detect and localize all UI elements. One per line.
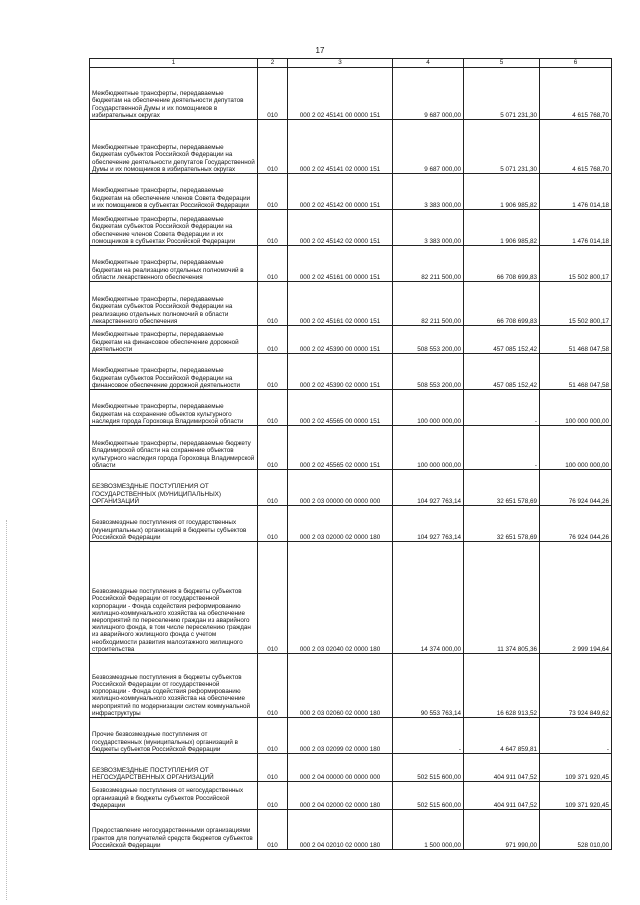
row-executed: 66 708 699,83 <box>464 246 540 282</box>
table-row <box>90 654 612 718</box>
row-executed: 404 911 047,52 <box>464 782 540 810</box>
row-unexecuted: 109 371 920,45 <box>540 754 612 782</box>
row-approved: 502 515 600,00 <box>393 782 464 810</box>
row-code: 010 <box>258 470 288 506</box>
table-row <box>90 810 612 850</box>
row-name: Безвозмездные поступления от государственных (муниципальных) организаций в бюджеты субъектов Российской Федерации <box>90 506 258 542</box>
row-approved: 3 383 000,00 <box>393 210 464 246</box>
row-code: 010 <box>258 810 288 850</box>
row-kbk: 000 2 03 02000 02 0000 180 <box>288 506 393 542</box>
row-name: Межбюджетные трансферты, передаваемые бюджету Владимирской области на сохранение объектов культурного наследия города Гороховца Владимирской области <box>90 426 258 470</box>
row-approved: - <box>393 718 464 754</box>
table-row <box>90 246 612 282</box>
row-name: Безвозмездные поступления в бюджеты субъектов Российской Федерации от государственной корпорации - Фонда содействия реформированию жилищно-коммунального хозяйства на обеспечение мероприятий по модернизации систем коммунальной инфраструктуры <box>90 654 258 718</box>
row-approved: 508 553 200,00 <box>393 354 464 390</box>
row-approved: 9 687 000,00 <box>393 68 464 120</box>
row-unexecuted: 1 476 014,18 <box>540 174 612 210</box>
row-kbk: 000 2 04 02000 02 0000 180 <box>288 782 393 810</box>
row-executed: 16 628 913,52 <box>464 654 540 718</box>
row-kbk: 000 2 02 45565 02 0000 151 <box>288 426 393 470</box>
table-row <box>90 174 612 210</box>
row-approved: 3 383 000,00 <box>393 174 464 210</box>
row-unexecuted: - <box>540 718 612 754</box>
row-code: 010 <box>258 506 288 542</box>
row-unexecuted: 1 476 014,18 <box>540 210 612 246</box>
row-approved: 9 687 000,00 <box>393 120 464 174</box>
row-code: 010 <box>258 282 288 326</box>
row-unexecuted: 76 924 044,26 <box>540 506 612 542</box>
row-unexecuted: 528 010,00 <box>540 810 612 850</box>
row-approved: 82 211 500,00 <box>393 282 464 326</box>
row-code: 010 <box>258 426 288 470</box>
row-code: 010 <box>258 326 288 354</box>
row-unexecuted: 100 000 000,00 <box>540 390 612 426</box>
row-name: Межбюджетные трансферты, передаваемые бюджетам субъектов Российской Федерации на обеспечение членов Совета Федерации и их помощников в субъектах Российской Федерации <box>90 210 258 246</box>
row-name: БЕЗВОЗМЕЗДНЫЕ ПОСТУПЛЕНИЯ ОТ ГОСУДАРСТВЕННЫХ (МУНИЦИПАЛЬНЫХ) ОРГАНИЗАЦИЙ <box>90 470 258 506</box>
table-row <box>90 326 612 354</box>
row-executed: 4 647 859,81 <box>464 718 540 754</box>
row-kbk: 000 2 02 45390 02 0000 151 <box>288 354 393 390</box>
table-row <box>90 718 612 754</box>
table-row <box>90 506 612 542</box>
scan-margin-mark <box>6 520 13 900</box>
row-executed: 66 708 699,83 <box>464 282 540 326</box>
row-code: 010 <box>258 354 288 390</box>
row-name: Предоставление негосударственными организациями грантов для получателей средств бюджетов субъектов Российской Федерации <box>90 810 258 850</box>
row-unexecuted: 2 999 194,64 <box>540 542 612 654</box>
row-name: Межбюджетные трансферты, передаваемые бюджетам на обеспечение членов Совета Федерации и их помощников в субъектах Российской Федерации <box>90 174 258 210</box>
row-approved: 100 000 000,00 <box>393 390 464 426</box>
row-unexecuted: 51 468 047,58 <box>540 326 612 354</box>
row-approved: 100 000 000,00 <box>393 426 464 470</box>
row-name: Межбюджетные трансферты, передаваемые бюджетам на обеспечение деятельности депутатов Государственной Думы и их помощников в избирательных округах <box>90 68 258 120</box>
row-kbk: 000 2 02 45141 02 0000 151 <box>288 120 393 174</box>
row-approved: 1 500 000,00 <box>393 810 464 850</box>
table-row <box>90 354 612 390</box>
row-kbk: 000 2 02 45142 02 0000 151 <box>288 210 393 246</box>
table-row <box>90 120 612 174</box>
row-name: Прочие безвозмездные поступления от государственных (муниципальных) организаций в бюджеты субъектов Российской Федерации <box>90 718 258 754</box>
row-code: 010 <box>258 754 288 782</box>
row-code: 010 <box>258 68 288 120</box>
row-approved: 82 211 500,00 <box>393 246 464 282</box>
column-header: 3 <box>288 59 393 68</box>
row-name: Безвозмездные поступления в бюджеты субъектов Российской Федерации от государственной корпорации - Фонда содействия реформированию жилищно-коммунального хозяйства на обеспечение мероприятий по переселению граждан из аварийного жилищного фонда, в том числе переселению граждан из аварийного жилищного фонда с учетом необходимости развития малоэтажного жилищного строительства <box>90 542 258 654</box>
column-header: 5 <box>464 59 540 68</box>
row-kbk: 000 2 02 45161 00 0000 151 <box>288 246 393 282</box>
row-name: БЕЗВОЗМЕЗДНЫЕ ПОСТУПЛЕНИЯ ОТ НЕГОСУДАРСТВЕННЫХ ОРГАНИЗАЦИЙ <box>90 754 258 782</box>
row-approved: 14 374 000,00 <box>393 542 464 654</box>
row-code: 010 <box>258 174 288 210</box>
row-code: 010 <box>258 782 288 810</box>
table-row <box>90 390 612 426</box>
row-kbk: 000 2 02 45565 00 0000 151 <box>288 390 393 426</box>
table-row <box>90 210 612 246</box>
row-unexecuted: 100 000 000,00 <box>540 426 612 470</box>
row-name: Межбюджетные трансферты, передаваемые бюджетам на реализацию отдельных полномочий в области лекарственного обеспечения <box>90 246 258 282</box>
table-row <box>90 782 612 810</box>
row-executed: 1 906 985,82 <box>464 210 540 246</box>
table-header-row <box>90 59 612 68</box>
row-kbk: 000 2 02 45141 00 0000 151 <box>288 68 393 120</box>
row-kbk: 000 2 02 45142 00 0000 151 <box>288 174 393 210</box>
row-executed: 32 651 578,69 <box>464 470 540 506</box>
row-code: 010 <box>258 542 288 654</box>
row-unexecuted: 109 371 920,45 <box>540 782 612 810</box>
table-row <box>90 754 612 782</box>
row-unexecuted: 4 615 768,70 <box>540 68 612 120</box>
row-unexecuted: 4 615 768,70 <box>540 120 612 174</box>
row-code: 010 <box>258 654 288 718</box>
row-executed: 971 990,00 <box>464 810 540 850</box>
row-executed: 5 071 231,30 <box>464 68 540 120</box>
column-header: 6 <box>540 59 612 68</box>
row-executed: 457 085 152,42 <box>464 354 540 390</box>
row-executed: 1 906 985,82 <box>464 174 540 210</box>
row-unexecuted: 15 502 800,17 <box>540 246 612 282</box>
row-code: 010 <box>258 120 288 174</box>
row-name: Межбюджетные трансферты, передаваемые бюджетам субъектов Российской Федерации на реализацию отдельных полномочий в области лекарственного обеспечения <box>90 282 258 326</box>
row-kbk: 000 2 03 00000 00 0000 000 <box>288 470 393 506</box>
table-row <box>90 542 612 654</box>
row-approved: 104 927 763,14 <box>393 470 464 506</box>
row-unexecuted: 15 502 800,17 <box>540 282 612 326</box>
row-executed: 457 085 152,42 <box>464 326 540 354</box>
row-executed: 5 071 231,30 <box>464 120 540 174</box>
column-header: 4 <box>393 59 464 68</box>
row-executed: - <box>464 426 540 470</box>
row-executed: 32 651 578,69 <box>464 506 540 542</box>
row-kbk: 000 2 03 02099 02 0000 180 <box>288 718 393 754</box>
row-name: Межбюджетные трансферты, передаваемые бюджетам на сохранение объектов культурного наследия города Гороховца Владимирской области <box>90 390 258 426</box>
row-approved: 104 927 763,14 <box>393 506 464 542</box>
table-row <box>90 470 612 506</box>
budget-execution-table <box>89 58 612 850</box>
row-code: 010 <box>258 246 288 282</box>
row-kbk: 000 2 02 45161 02 0000 151 <box>288 282 393 326</box>
row-executed: - <box>464 390 540 426</box>
table-row <box>90 426 612 470</box>
row-code: 010 <box>258 210 288 246</box>
row-unexecuted: 76 924 044,26 <box>540 470 612 506</box>
row-approved: 90 553 763,14 <box>393 654 464 718</box>
row-kbk: 000 2 04 02010 02 0000 180 <box>288 810 393 850</box>
row-approved: 502 515 600,00 <box>393 754 464 782</box>
row-kbk: 000 2 03 02060 02 0000 180 <box>288 654 393 718</box>
row-kbk: 000 2 02 45390 00 0000 151 <box>288 326 393 354</box>
row-kbk: 000 2 03 02040 02 0000 180 <box>288 542 393 654</box>
row-kbk: 000 2 04 00000 00 0000 000 <box>288 754 393 782</box>
row-code: 010 <box>258 390 288 426</box>
table-row <box>90 282 612 326</box>
row-code: 010 <box>258 718 288 754</box>
row-name: Межбюджетные трансферты, передаваемые бюджетам на финансовое обеспечение дорожной деятельности <box>90 326 258 354</box>
row-unexecuted: 73 924 849,62 <box>540 654 612 718</box>
row-name: Безвозмездные поступления от негосударственных организаций в бюджеты субъектов Российской Федерации <box>90 782 258 810</box>
page-number: 17 <box>315 46 325 55</box>
row-name: Межбюджетные трансферты, передаваемые бюджетам субъектов Российской Федерации на обеспечение деятельности депутатов Государственной Думы и их помощников в избирательных округах <box>90 120 258 174</box>
column-header: 1 <box>90 59 258 68</box>
row-executed: 404 911 047,52 <box>464 754 540 782</box>
row-name: Межбюджетные трансферты, передаваемые бюджетам субъектов Российской Федерации на финансовое обеспечение дорожной деятельности <box>90 354 258 390</box>
row-approved: 508 553 200,00 <box>393 326 464 354</box>
table-row <box>90 68 612 120</box>
row-unexecuted: 51 468 047,58 <box>540 354 612 390</box>
row-executed: 11 374 805,36 <box>464 542 540 654</box>
column-header: 2 <box>258 59 288 68</box>
